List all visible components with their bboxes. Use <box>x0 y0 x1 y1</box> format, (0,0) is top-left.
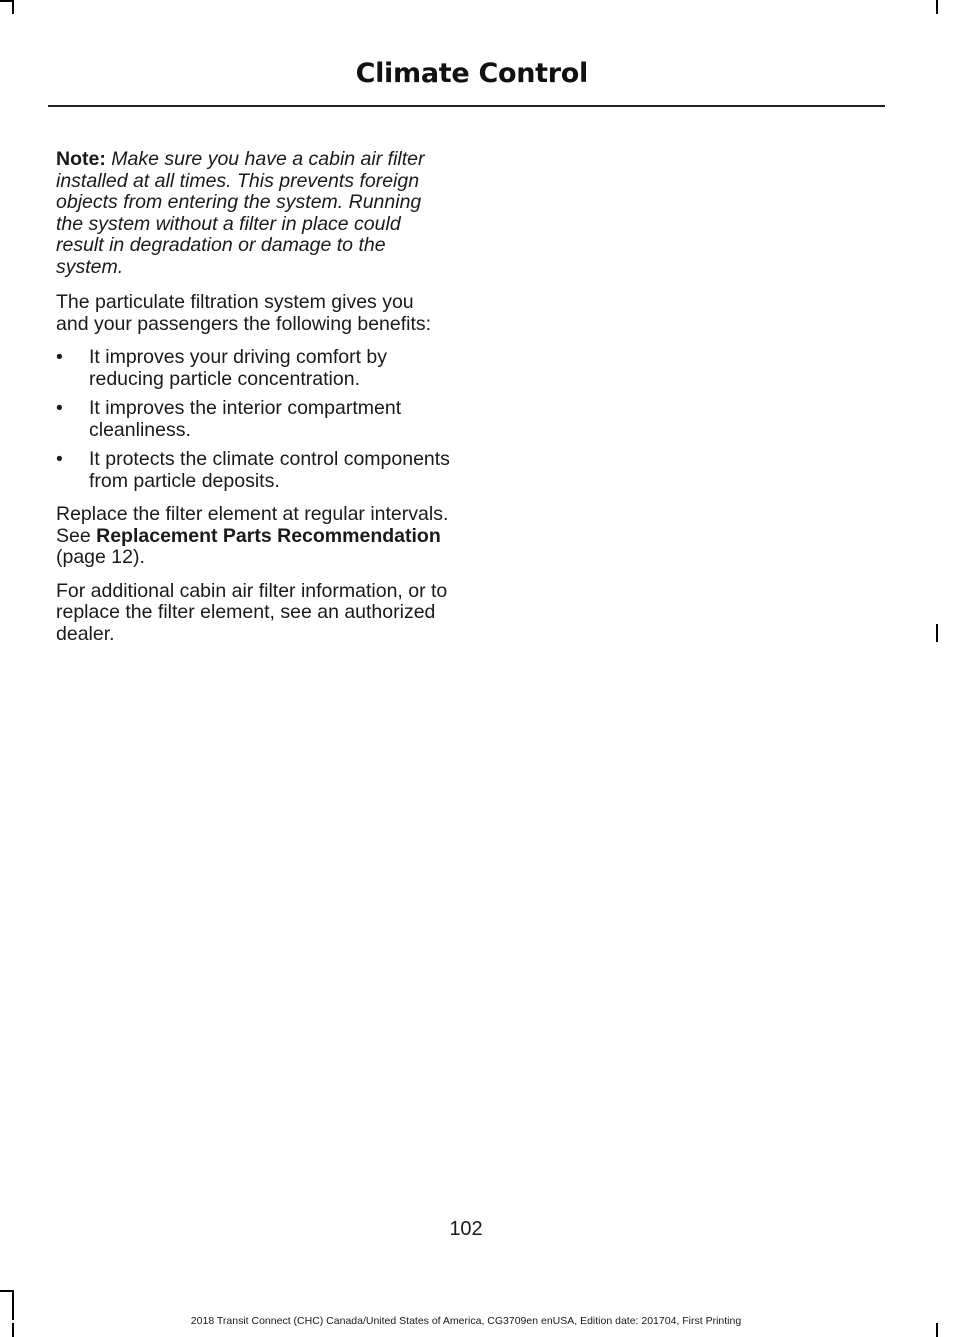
intro-paragraph: The particulate filtration system gives you and your passengers the following benefits: <box>56 291 432 335</box>
bullet-dot: • <box>56 397 63 419</box>
note-label: Note: <box>56 148 106 170</box>
additional-info-paragraph: For additional cabin air filter information, or to replace the filter element, see an authorized dealer. <box>56 579 448 645</box>
list-item <box>56 449 451 492</box>
replace-text: Replace the filter element at regular intervals. See <box>56 503 449 547</box>
bullet-dot: • <box>56 346 63 368</box>
page-reference: (page 12). <box>56 546 145 568</box>
list-item <box>56 347 451 390</box>
bullet-dot: • <box>56 448 63 470</box>
list-item-text: It improves your driving comfort by reducing particle concentration. <box>89 346 388 390</box>
footer-edition-text: 2018 Transit Connect (CHC) Canada/United States of America, CG3709en enUSA, Edition date: 201704, First Printing <box>190 1315 742 1327</box>
note-text: Make sure you have a cabin air filter installed at all times. This prevents foreign objects from entering the system. Running the system without a filter in place could result in degradation or damage to the system. <box>56 148 425 278</box>
list-item <box>56 398 451 441</box>
list-item-text: It protects the climate control components from particle deposits. <box>89 448 450 492</box>
header-divider <box>48 105 885 107</box>
benefits-list <box>56 347 451 492</box>
page-number: 102 <box>449 1218 483 1240</box>
crop-mark-top-right <box>936 0 938 14</box>
crop-mark-right-middle <box>936 624 938 642</box>
content-column <box>56 149 451 657</box>
replace-paragraph <box>56 504 451 569</box>
crop-mark-top-left-vertical <box>12 0 14 14</box>
note-paragraph <box>56 149 451 278</box>
page-title: Climate Control <box>355 58 588 89</box>
replacement-parts-link[interactable]: Replacement Parts Recommendation <box>96 524 441 547</box>
list-item-text: It improves the interior compartment cleanliness. <box>89 397 402 441</box>
crop-mark-bottom-right <box>936 1323 938 1337</box>
